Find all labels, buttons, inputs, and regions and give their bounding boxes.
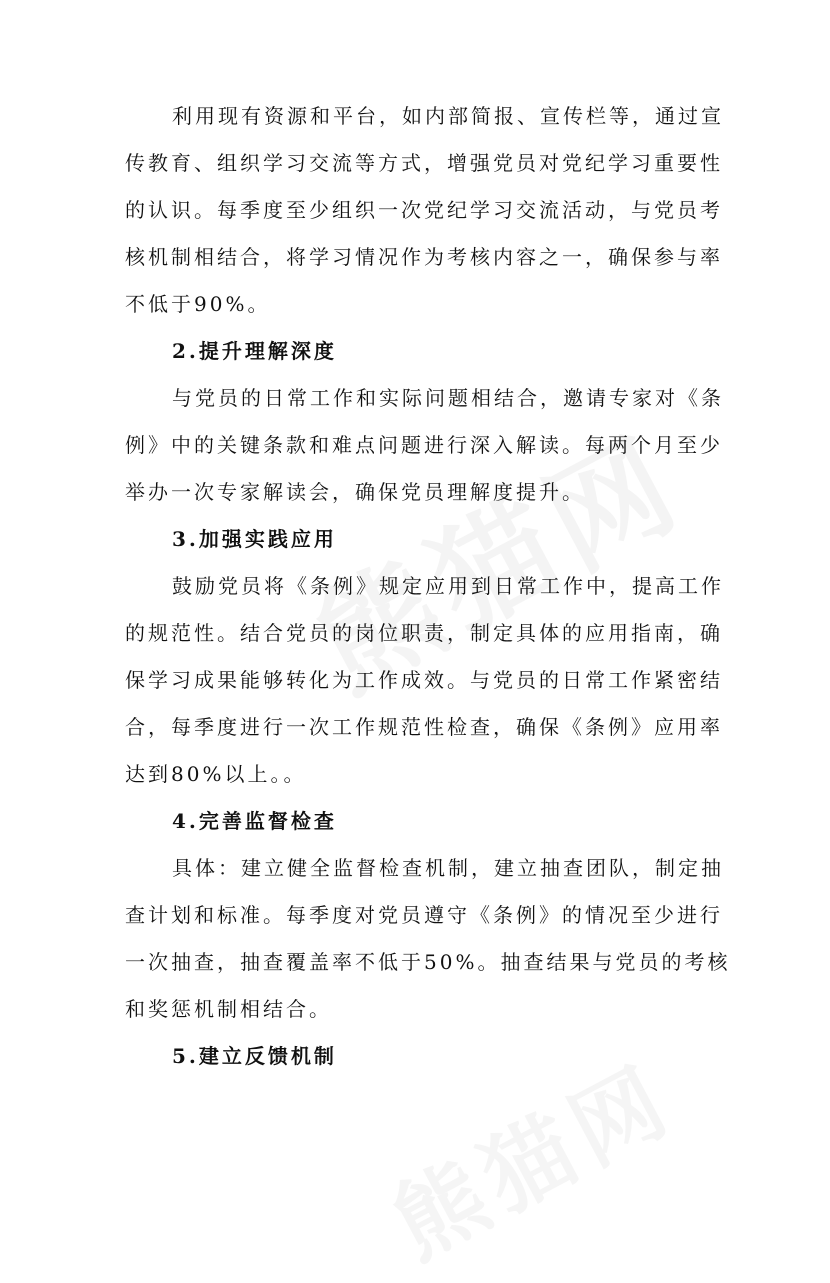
section-heading: 3.加强实践应用	[172, 527, 337, 551]
paragraph-line: 利用现有资源和平台，如内部简报、宣传栏等，通过宣	[172, 104, 724, 128]
watermark-graphic-bottom	[367, 1027, 693, 1283]
paragraph-line: 的认识。每季度至少组织一次党纪学习交流活动，与党员考	[125, 198, 723, 222]
paragraph-line: 查计划和标准。每季度对党员遵守《条例》的情况至少进行	[125, 903, 723, 927]
paragraph-line: 鼓励党员将《条例》规定应用到日常工作中，提高工作	[172, 574, 724, 598]
paragraph-line: 举办一次专家解读会，确保党员理解度提升。	[125, 480, 585, 504]
paragraph-line: 传教育、组织学习交流等方式，增强党员对党纪学习重要性	[125, 151, 723, 175]
paragraph-line: 核机制相结合，将学习情况作为考核内容之一，确保参与率	[125, 245, 723, 269]
paragraph-line: 保学习成果能够转化为工作成效。与党员的日常工作紧密结	[125, 668, 723, 692]
paragraph-line: 和奖惩机制相结合。	[125, 997, 332, 1021]
section-heading: 2.提升理解深度	[172, 339, 337, 363]
paragraph-line: 合，每季度进行一次工作规范性检查，确保《条例》应用率	[125, 715, 723, 739]
paragraph-line: 与党员的日常工作和实际问题相结合，邀请专家对《条	[172, 386, 724, 410]
section-heading: 5.建立反馈机制	[172, 1044, 337, 1068]
paragraph-line: 例》中的关键条款和难点问题进行深入解读。每两个月至少	[125, 433, 723, 457]
paragraph-line: 达到80%以上。。	[125, 762, 307, 786]
paragraph-line: 一次抽查，抽查覆盖率不低于50%。抽查结果与党员的考核	[125, 950, 731, 974]
paragraph-line: 不低于90%。	[125, 292, 271, 316]
section-heading: 4.完善监督检查	[172, 809, 337, 833]
paragraph-line: 具体：建立健全监督检查机制，建立抽查团队，制定抽	[172, 856, 724, 880]
paragraph-line: 的规范性。结合党员的岗位职责，制定具体的应用指南，确	[125, 621, 723, 645]
